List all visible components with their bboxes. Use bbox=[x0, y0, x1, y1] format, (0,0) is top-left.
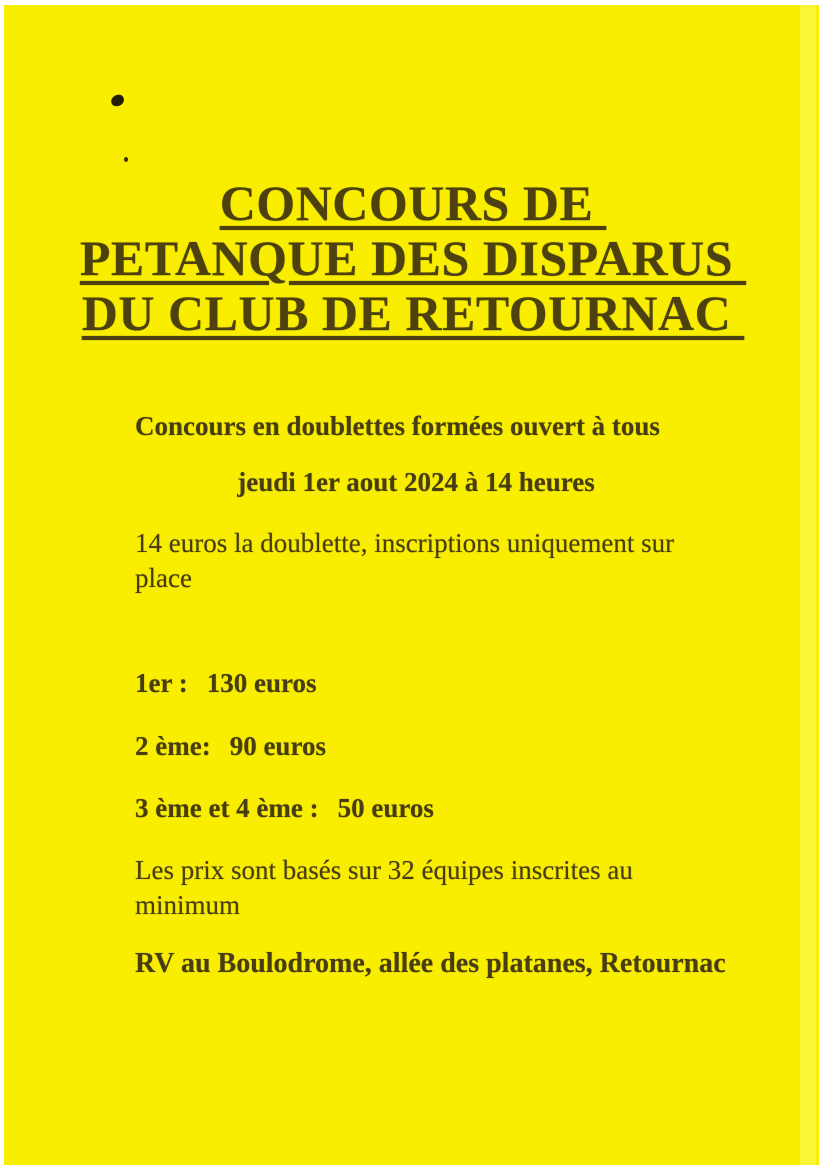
entry-fee-text bbox=[135, 526, 735, 596]
venue-text: RV au Boulodrome, allée des platanes, Retournac bbox=[135, 948, 726, 979]
prize-amount: 90 euros bbox=[229, 731, 326, 761]
prize-amount: 50 euros bbox=[337, 793, 434, 823]
prize-rank: 2 ème: bbox=[135, 731, 211, 761]
title-line-3: DU CLUB DE RETOURNAC bbox=[81, 285, 745, 341]
ink-speck-small bbox=[124, 157, 128, 162]
prize-rank: 1er : bbox=[135, 668, 188, 698]
prize-amount: 130 euros bbox=[206, 668, 317, 698]
intro-text: Concours en doublettes formées ouvert à tous bbox=[135, 411, 660, 441]
title-line-1: CONCOURS DE bbox=[219, 175, 607, 231]
minimum-teams-line-1: Les prix sont basés sur 32 équipes inscrites au bbox=[135, 855, 633, 885]
poster-title bbox=[0, 176, 826, 341]
title-line-2: PETANQUE DES DISPARUS bbox=[79, 230, 747, 286]
prize-row-second bbox=[135, 729, 326, 764]
prize-row-first bbox=[135, 666, 317, 701]
entry-fee-line-2: place bbox=[135, 563, 192, 593]
event-datetime: jeudi 1er aout 2024 à 14 heures bbox=[237, 467, 595, 497]
entry-fee-line-1: 14 euros la doublette, inscriptions uniquement sur bbox=[135, 528, 675, 558]
minimum-teams-note bbox=[135, 853, 735, 923]
minimum-teams-line-2: minimum bbox=[135, 890, 241, 920]
prize-row-third-fourth bbox=[135, 791, 434, 826]
prize-rank: 3 ème et 4 ème : bbox=[135, 793, 319, 823]
